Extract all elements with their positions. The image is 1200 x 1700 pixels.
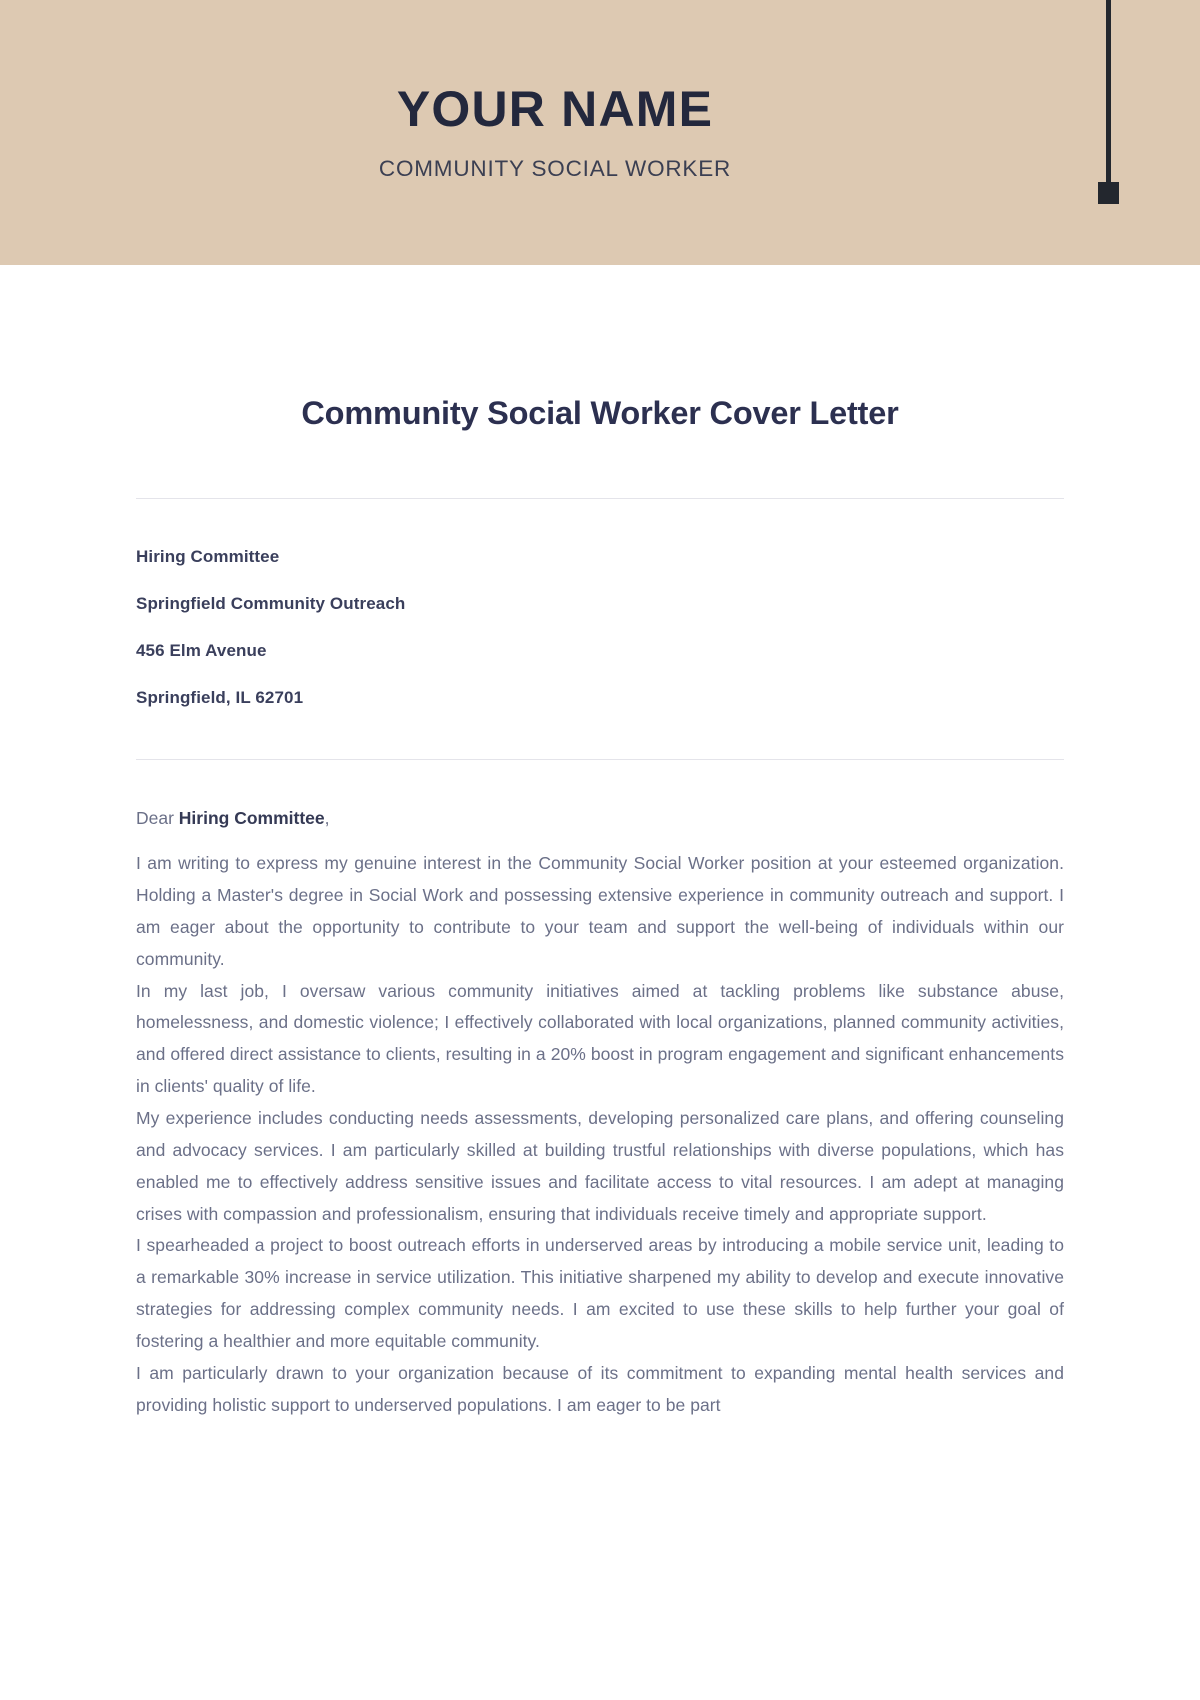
letter-paragraph: I am particularly drawn to your organization because of its commitment to expanding mental health services and providing holistic support to underserved populations. I am eager to be part <box>136 1362 1064 1415</box>
applicant-job-title: COMMUNITY SOCIAL WORKER <box>378 155 732 181</box>
letter-paragraph: My experience includes conducting needs assessments, developing personalized care plans, and offering counseling and advocacy services. I am particularly skilled at building trustful relationships with diverse populations, which has enabled me to effectively address sensitive issues and facilitate access to vital resources. I am adept at managing crises with compassion and professionalism, ensuring that individuals receive timely and appropriate support. <box>136 1108 1064 1224</box>
salutation <box>136 807 1064 831</box>
recipient-line-3: 456 Elm Avenue <box>136 640 267 660</box>
salutation-recipient-name: Hiring Committee <box>178 807 325 828</box>
recipient-line-2: Springfield Community Outreach <box>136 593 406 613</box>
letter-content <box>136 807 1064 1422</box>
recipient-line-1: Hiring Committee <box>136 546 280 566</box>
recipient-address-block <box>136 548 1064 706</box>
vertical-accent-line <box>1106 0 1111 200</box>
page-title: Community Social Worker Cover Letter <box>301 395 899 431</box>
salutation-prefix: Dear <box>136 807 179 828</box>
letter-paragraph: I spearheaded a project to boost outreach efforts in underserved areas by introducing a mobile service unit, leading to a remarkable 30% increase in service utilization. This initiative sharpened my ability to develop and execute innovative strategies for addressing complex community needs. I am excited to use these skills to help further your goal of fostering a healthier and more equitable community. <box>136 1235 1064 1351</box>
vertical-accent-square-cap <box>1098 182 1119 204</box>
letter-paragraph: In my last job, I oversaw various community initiatives aimed at tackling problems like substance abuse, homelessness, and domestic violence; I effectively collaborated with local organizations, planned community activities, and offered direct assistance to clients, resulting in a 20% boost in program engagement and significant enhancements in clients' quality of life. <box>136 980 1064 1097</box>
letter-paragraph: I am writing to express my genuine interest in the Community Social Worker position at your esteemed organization. Holding a Master's degree in Social Work and possessing extensive experience in community outreach and support. I am eager about the opportunity to contribute to your team and support the well-being of individuals within our community. <box>136 853 1064 969</box>
applicant-name: YOUR NAME <box>396 81 714 138</box>
letterhead-header <box>0 0 1200 265</box>
recipient-line-4: Springfield, IL 62701 <box>136 687 304 707</box>
salutation-suffix: , <box>324 807 330 828</box>
letterhead-text-group <box>0 0 1110 265</box>
divider-above-recipient <box>136 498 1064 499</box>
document-body <box>0 265 1200 1421</box>
divider-below-recipient <box>136 759 1064 760</box>
